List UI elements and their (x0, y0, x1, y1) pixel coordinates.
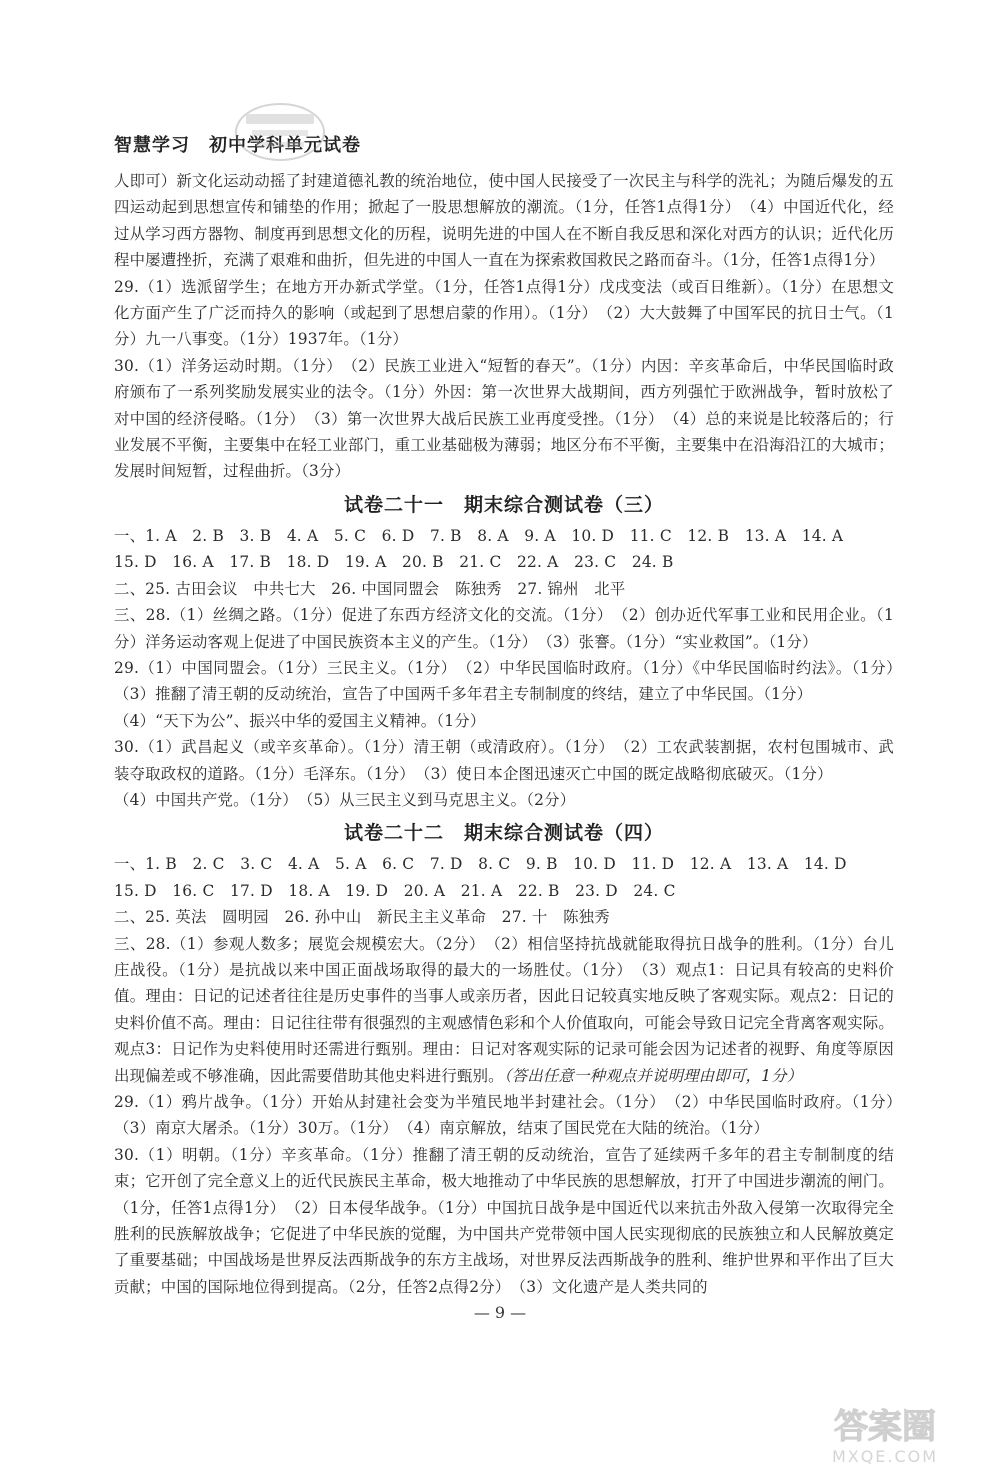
paragraph: 二、25. 古田会议 中共七大 26. 中国同盟会 陈独秀 27. 锦州 北平 (114, 579, 626, 598)
paragraph: （4）中国共产党。（1分） （5）从三民主义到马克思主义。（2分） (114, 790, 576, 809)
paragraph: 29.（1）鸦片战争。（1分）开始从封建社会变为半殖民地半封建社会。（1分） （2）中华民国临时政府。（1分） （3）南京大屠杀。（1分）30万。（1分） （4）南京解放，结束了国民党在大陆的统治。（1分） (114, 1093, 910, 1138)
section-title: 试卷二十二 期末综合测试卷（四） (343, 822, 664, 845)
answer-content (114, 168, 910, 1300)
section-title: 试卷二十一 期末综合测试卷（三） (343, 493, 664, 516)
paragraph: 30.（1）洋务运动时期。（1分） （2）民族工业进入“短暂的春天”。（1分）内因：辛亥革命后，中华民国临时政府颁布了一系列奖励发展实业的法令。（1分）外因：第一次世界大战期间，西方列强忙于欧洲战争，暂时放松了对中国的经济侵略。（1分） （3）第一次世界大战后民族工业再度受挫。（1分） （4）总的来说是比较落后的；行业发展不平衡，主要集中在轻工业部门，重工业基础极为薄弱；地区分布不平衡，主要集中在沿海沿江的大城市；发展时间短暂，过程曲折。（3分） (114, 356, 894, 481)
running-header: 智慧学习 初中学科单元试卷 (114, 135, 361, 156)
mcq-answers: 15. D 16. C 17. D 18. A 19. D 20. A 21. A 22. B 23. D 24. C (114, 881, 676, 900)
watermark-text: 答案圈 (834, 1407, 936, 1447)
paragraph: 二、25. 英法 圆明园 26. 孙中山 新民主主义革命 27. 十 陈独秀 (114, 908, 610, 927)
paragraph: 29.（1）选派留学生；在地方开办新式学堂。（1分，任答1点得1分）戊戌变法（或百日维新）。（1分）在思想文化方面产生了广泛而持久的影响（或起到了思想启蒙的作用）。（1分） （2）大大鼓舞了中国军民的抗日士气。（1分）九一八事变。（1分）1937年。（1分） (114, 277, 894, 349)
mcq-answers: 一、1. B 2. C 3. C 4. A 5. A 6. C 7. D 8. C 9. B 10. D 11. D 12. A 13. A 14. D (114, 855, 847, 874)
paragraph: 29.（1）中国同盟会。（1分）三民主义。（1分） （2）中华民国临时政府。（1分）《中华民国临时约法》。（1分） （3）推翻了清王朝的反动统治，宣告了中国两千多年君主专制制度的终结，建立了中华民国。（1分） (114, 658, 910, 704)
paragraph: 人即可）新文化运动动摇了封建道德礼教的统治地位，使中国人民接受了一次民主与科学的洗礼；为随后爆发的五四运动起到思想宣传和铺垫的作用；掀起了一股思想解放的潮流。（1分，任答1点得1分） （4）中国近代化，经过从学习西方器物、制度再到思想文化的历程，说明先进的中国人在不断自我反思和深化对西方的认识；近代化历程中屡遭挫折，充满了艰难和曲折，但先进的中国人一直在为探索救国救民之路而奋斗。（1分，任答1点得1分） (114, 172, 894, 270)
paragraph-text: 三、28.（1）参观人数多；展览会规模宏大。（2分） （2）相信坚持抗战就能取得抗日战争的胜利。（1分）台儿庄战役。（1分）是抗战以来中国正面战场取得的最大的一场胜仗。（1分） （3）观点1：日记具有较高的史料价值。理由：日记的记述者往往是历史事件的当事人或亲历者，因此日记较真实地反映了客观实际。观点2：日记的史料价值不高。理由：日记往往带有很强烈的主观感情色彩和个人价值取向，可能会导致日记完全背离客观实际。观点3：日记作为史料使用时还需进行甄别。理由：日记对客观实际的记录可能会因为记述者的视野、角度等原因出现偏差或不够准确，因此需要借助其他史料进行甄别。 (114, 934, 894, 1085)
paragraph: （4）“天下为公”、振兴中华的爱国主义精神。（1分） (114, 711, 486, 730)
paragraph: 30.（1）武昌起义（或辛亥革命）。（1分）清王朝（或清政府）。（1分） （2）工农武装割据，农村包围城市、武装夺取政权的道路。（1分）毛泽东。（1分） （3）使日本企图迅速灭亡中国的既定战略彻底破灭。（1分） (114, 738, 894, 783)
paragraph: 三、28.（1）丝绸之路。（1分）促进了东西方经济文化的交流。（1分） （2）创办近代军事工业和民用企业。（1分）洋务运动客观上促进了中国民族资本主义的产生。（1分） （3）张謇。（1分）“实业救国”。（1分） (114, 606, 894, 651)
mcq-answers: 15. D 16. A 17. B 18. D 19. A 20. B 21. C 22. A 23. C 24. B (114, 553, 674, 572)
paragraph: 30.（1）明朝。（1分）辛亥革命。（1分）推翻了清王朝的反动统治，宣告了延续两千多年的君主专制制度的结束；它开创了完全意义上的近代民族民主革命，极大地推动了中华民族的思想解放，打开了中国进步潮流的闸门。（1分，任答1点得1分） （2）日本侵华战争。（1分）中国抗日战争是中国近代以来抗击外敌入侵第一次取得完全胜利的民族解放战争；它促进了中华民族的觉醒，为中国共产党带领中国人民实现彻底的民族独立和人民解放奠定了重要基础；中国战场是世界反法西斯战争的东方主战场，对世界反法西斯战争的胜利、维护世界和平作出了巨大贡献；中国的国际地位得到提高。（2分，任答2点得2分） （3）文化遗产是人类共同的 (114, 1145, 894, 1296)
scoring-note: （答出任意一种观点并说明理由即可，1分） (503, 1066, 803, 1085)
page-number: — 9 — (473, 1303, 527, 1322)
paragraph (114, 931, 894, 1089)
watermark-url: MXQE.COM (831, 1447, 939, 1466)
stamp-seal-icon (232, 100, 328, 164)
mcq-answers: 一、1. A 2. B 3. B 4. A 5. C 6. D 7. B 8. A 9. A 10. D 11. C 12. B 13. A 14. A (114, 526, 844, 545)
watermark-logo-icon (790, 1400, 980, 1466)
